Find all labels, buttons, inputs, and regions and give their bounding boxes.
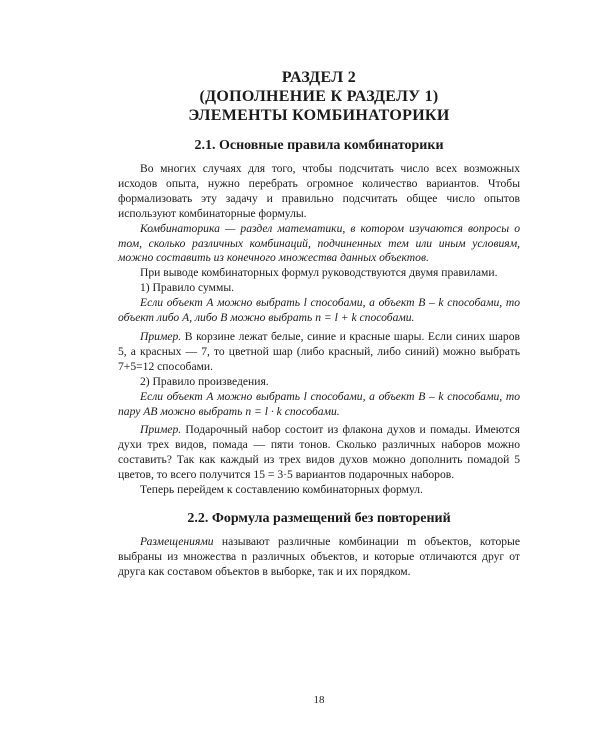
example-1-label: Пример. <box>140 329 182 343</box>
page-number: 18 <box>313 694 325 706</box>
definition-paragraph <box>118 222 520 267</box>
rules-intro-paragraph: При выводе комбинаторных формул руководствуются двумя правилами. <box>140 266 498 280</box>
placements-definition-paragraph <box>118 535 520 580</box>
definition-text: — раздел математики, в котором изучаются вопросы о том, сколько различных комбинаций, подчиненных тем или иным условиям, можно составить из конечного множества данных объектов. <box>118 221 520 265</box>
example-1-text: В корзине лежат белые, синие и красные шары. Если синих шаров 5, а красных — 7, то цветной шар (либо красный, либо синий) можно выбрать 7+5=12 способами. <box>118 329 520 373</box>
section-subtitle: (ДОПОЛНЕНИЕ К РАЗДЕЛУ 1) <box>199 88 439 105</box>
section-title: ЭЛЕМЕНТЫ КОМБИНАТОРИКИ <box>188 107 450 124</box>
rule-sum-text: Если объект А можно выбрать l способами, а объект В – k способами, то объект либо А, либо В можно выбрать n = l + k способами. <box>118 296 520 325</box>
example-2-paragraph <box>118 423 520 483</box>
section-number: РАЗДЕЛ 2 <box>281 69 357 86</box>
placements-text: называют различные комбинации m объектов, которые выбраны из множества n различных объектов, и которые отличаются друг от друга как составом объектов в выборке, так и их порядком. <box>118 534 520 578</box>
book-page <box>118 68 520 708</box>
rule-sum-title: 1) Правило суммы. <box>140 281 235 295</box>
transition-paragraph: Теперь перейдем к составлению комбинаторных формул. <box>140 483 423 497</box>
example-2-text: Подарочный набор состоит из флакона духов и помады. Имеются духи трех видов, помада — пяти тонов. Сколько различных наборов можно составить? Так как каждый из трех видов духов можно дополнить помадой 5 цветов, то всего получится 15 = 3·5 вариантов подарочных наборов. <box>118 423 520 482</box>
placements-term: Размещениями <box>140 534 214 548</box>
subsection-2-1-title: 2.1. Основные правила комбинаторики <box>194 138 444 153</box>
definition-term: Комбинаторика <box>140 221 220 235</box>
subsection-2-2-title: 2.2. Формула размещений без повторений <box>187 510 451 526</box>
rule-product-text: Если объект А можно выбрать l способами, а объект В – k способами, то пару АВ можно выбрать n = l · k способами. <box>118 389 520 418</box>
example-2-label: Пример. <box>140 423 182 437</box>
example-1-paragraph <box>118 330 520 375</box>
rule-product-title: 2) Правило произведения. <box>140 374 269 388</box>
intro-paragraph: Во многих случаях для того, чтобы подсчитать число всех возможных исходов опыта, нужно перебрать огромное количество вариантов. Чтобы формализовать эту задачу и правильно подсчитать общее число опытов используют комбинаторные формулы. <box>118 162 520 220</box>
